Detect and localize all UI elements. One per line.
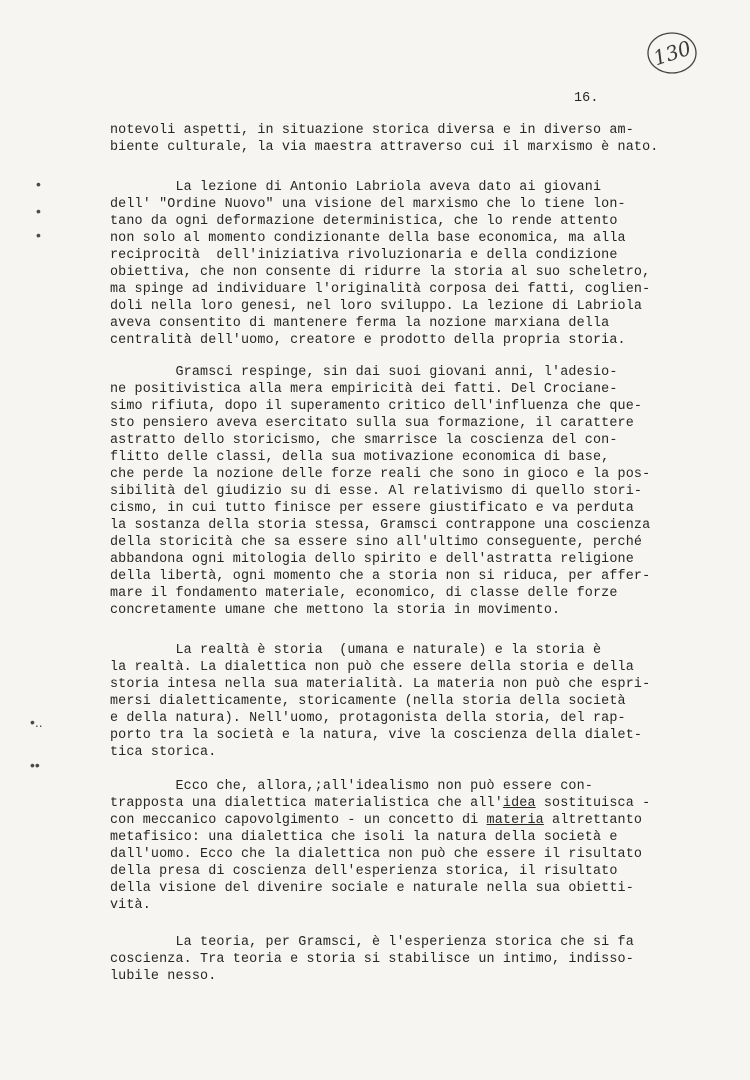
text-line: ma spinge ad individuare l'originalità corposa dei fatti, coglien- bbox=[110, 282, 651, 297]
text-line: porto tra la società e la natura, vive la coscienza della dialet- bbox=[110, 728, 643, 743]
text-line: sibilità del giudizio su di esse. Al relativismo di quello stori- bbox=[110, 484, 643, 499]
text-line: simo rifiuta, dopo il superamento critico dell'influenza che que- bbox=[110, 399, 643, 414]
text-fragment: sostituisca - bbox=[535, 796, 651, 811]
text-line: La teoria, per Gramsci, è l'esperienza storica che si fa bbox=[110, 935, 634, 950]
text-line: concretamente umane che mettono la storia in movimento. bbox=[110, 603, 561, 618]
text-line: biente culturale, la via maestra attraverso cui il marxismo è nato. bbox=[110, 140, 659, 155]
text-line: la sostanza della storia stessa, Gramsci contrappone una coscienza bbox=[110, 518, 651, 533]
stamp-number: 130 bbox=[650, 35, 694, 71]
text-line: La realtà è storia (umana e naturale) e la storia è bbox=[110, 643, 602, 658]
text-line: astratto dello storicismo, che smarrisce la coscienza del con- bbox=[110, 433, 618, 448]
paragraph-6 bbox=[110, 934, 710, 985]
paragraph-5 bbox=[110, 778, 710, 914]
text-line: coscienza. Tra teoria e storia si stabilisce un intimo, indisso- bbox=[110, 952, 634, 967]
page-stamp bbox=[644, 28, 700, 78]
text-line: aveva consentito di mantenere ferma la nozione marxiana della bbox=[110, 316, 610, 331]
margin-mark: • bbox=[36, 176, 41, 192]
text-line: non solo al momento condizionante della base economica, ma alla bbox=[110, 231, 626, 246]
text-line: mersi dialetticamente, storicamente (nella storia della società bbox=[110, 694, 626, 709]
text-line: tano da ogni deformazione deterministica, che lo rende attento bbox=[110, 214, 618, 229]
margin-mark: • bbox=[36, 227, 41, 243]
text-line: lubile nesso. bbox=[110, 969, 217, 984]
text-line: ne positivistica alla mera empiricità dei fatti. Del Crociane- bbox=[110, 382, 618, 397]
text-fragment: con meccanico capovolgimento - un concetto di bbox=[110, 813, 487, 828]
margin-mark: •• bbox=[30, 757, 40, 773]
underlined-word-idea: idea bbox=[502, 796, 536, 811]
text-line: la realtà. La dialettica non può che essere della storia e della bbox=[110, 660, 634, 675]
text-line: doli nella loro genesi, nel loro sviluppo. La lezione di Labriola bbox=[110, 299, 643, 314]
text-line: centralità dell'uomo, creatore e prodotto della propria storia. bbox=[110, 333, 626, 348]
text-line: vità. bbox=[110, 898, 151, 913]
text-line: abbandona ogni mitologia dello spirito e dell'astratta religione bbox=[110, 552, 634, 567]
text-line: flitto delle classi, della sua motivazione economica di base, bbox=[110, 450, 610, 465]
text-line: Ecco che, allora,;all'idealismo non può essere con- bbox=[110, 779, 593, 794]
text-line: dell' "Ordine Nuovo" una visione del marxismo che lo tiene lon- bbox=[110, 197, 626, 212]
paragraph-1 bbox=[110, 122, 710, 156]
text-line: della storicità che sa essere sino all'ultimo conseguente, perché bbox=[110, 535, 643, 550]
page-number: 16. bbox=[574, 91, 599, 106]
text-line: mare il fondamento materiale, economico, di classe delle forze bbox=[110, 586, 618, 601]
paragraph-4 bbox=[110, 642, 710, 761]
text-line: sto pensiero aveva esercitato sulla sua formazione, il carattere bbox=[110, 416, 634, 431]
text-line: reciprocità dell'iniziativa rivoluzionaria e della condizione bbox=[110, 248, 618, 263]
paragraph-3 bbox=[110, 364, 710, 619]
text-line: storia intesa nella sua materialità. La materia non può che espri- bbox=[110, 677, 651, 692]
text-line: tica storica. bbox=[110, 745, 217, 760]
text-line: e della natura). Nell'uomo, protagonista della storia, del rap- bbox=[110, 711, 626, 726]
text-fragment: trapposta una dialettica materialistica che all' bbox=[110, 796, 503, 811]
text-line: della presa di coscienza dell'esperienza storica, il risultato bbox=[110, 864, 618, 879]
text-line: dall'uomo. Ecco che la dialettica non può che essere il risultato bbox=[110, 847, 643, 862]
text-line: cismo, in cui tutto finisce per essere giustificato e va perduta bbox=[110, 501, 634, 516]
text-line: notevoli aspetti, in situazione storica diversa e in diverso am- bbox=[110, 123, 634, 138]
text-line: obiettiva, che non consente di ridurre la storia al suo scheletro, bbox=[110, 265, 651, 280]
text-line: Gramsci respinge, sin dai suoi giovani anni, l'adesio- bbox=[110, 365, 618, 380]
text-line bbox=[110, 812, 710, 829]
margin-mark: •.. bbox=[30, 714, 43, 730]
text-line: della libertà, ogni momento che a storia non si riduca, per affer- bbox=[110, 569, 651, 584]
text-fragment: altrettanto bbox=[543, 813, 643, 828]
text-line: che perde la nozione delle forze reali che sono in gioco e la pos- bbox=[110, 467, 651, 482]
text-line: metafisico: una dialettica che isoli la natura della società e bbox=[110, 830, 618, 845]
text-line bbox=[110, 795, 710, 812]
text-line: della visione del divenire sociale e naturale nella sua obietti- bbox=[110, 881, 634, 896]
underlined-word-materia: materia bbox=[486, 813, 544, 828]
margin-mark: • bbox=[36, 203, 41, 219]
text-line: La lezione di Antonio Labriola aveva dato ai giovani bbox=[110, 180, 602, 195]
paragraph-2 bbox=[110, 179, 710, 349]
